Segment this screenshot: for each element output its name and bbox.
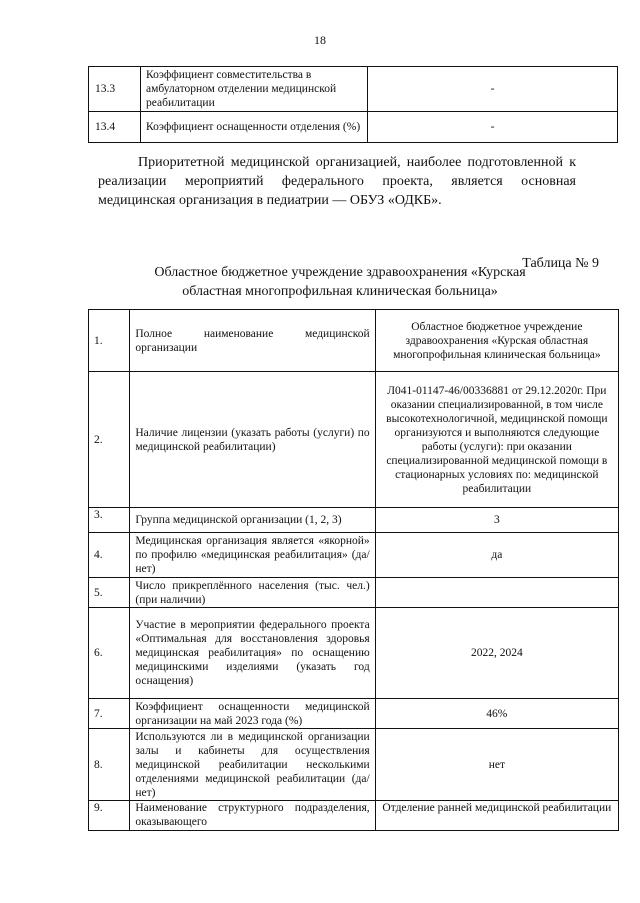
table-row xyxy=(89,112,618,143)
row-number: 2. xyxy=(89,372,130,508)
row-description: Медицинская организация является «якорной» по профилю «медицинская реабилитация» (да/нет) xyxy=(130,533,375,578)
table-row xyxy=(89,729,619,801)
row-value: нет xyxy=(375,729,618,801)
table-row xyxy=(89,67,618,112)
table-row xyxy=(89,608,619,699)
table-row xyxy=(89,508,619,533)
row-value: - xyxy=(368,67,618,112)
row-value: 46% xyxy=(375,699,618,729)
row-description: Коэффициент оснащенности отделения (%) xyxy=(141,112,368,143)
row-description: Коэффициент совместительства в амбулаторном отделении медицинской реабилитации xyxy=(141,67,368,112)
row-number: 5. xyxy=(89,578,130,608)
table-row xyxy=(89,578,619,608)
page-number: 18 xyxy=(314,33,326,47)
row-value: да xyxy=(375,533,618,578)
table-row xyxy=(89,533,619,578)
row-description: Полное наименование медицинской организации xyxy=(130,310,375,372)
table-title-line: Областное бюджетное учреждение здравоохранения «Курская xyxy=(154,265,526,280)
row-description: Число прикреплённого населения (тыс. чел.) (при наличии) xyxy=(130,578,375,608)
row-description: Наименование структурного подразделения, оказывающего xyxy=(130,801,375,831)
row-description: Группа медицинской организации (1, 2, 3) xyxy=(130,508,375,533)
row-number: 9. xyxy=(89,801,130,831)
row-number: 1. xyxy=(89,310,130,372)
row-value xyxy=(375,578,618,608)
table-title xyxy=(0,263,640,301)
table-row xyxy=(89,801,619,831)
table-title-line: областная многопрофильная клиническая больница» xyxy=(182,284,498,299)
table-label: Таблица № 9 xyxy=(522,256,599,271)
top-table xyxy=(88,66,618,143)
row-number: 8. xyxy=(89,729,130,801)
row-value: 3 xyxy=(375,508,618,533)
row-number: 13.4 xyxy=(89,112,141,143)
table-row xyxy=(89,699,619,729)
body-paragraph: Приоритетной медицинской организацией, наиболее подготовленной к реализации мероприятий федерального проекта, является основная медицинская организация в педиатрии — ОБУЗ «ОДКБ». xyxy=(98,155,576,208)
row-number: 6. xyxy=(89,608,130,699)
row-description: Коэффициент оснащенности медицинской организации на май 2023 года (%) xyxy=(130,699,375,729)
row-value: Отделение ранней медицинской реабилитации xyxy=(375,801,618,831)
row-value: 2022, 2024 xyxy=(375,608,618,699)
row-number: 4. xyxy=(89,533,130,578)
table-row xyxy=(89,310,619,372)
row-value: - xyxy=(368,112,618,143)
table-row xyxy=(89,372,619,508)
row-description: Наличие лицензии (указать работы (услуги) по медицинской реабилитации) xyxy=(130,372,375,508)
main-table xyxy=(88,309,619,831)
row-value: Областное бюджетное учреждение здравоохранения «Курская областная многопрофильная клиническая больница» xyxy=(375,310,618,372)
row-description: Участие в мероприятии федерального проекта «Оптимальная для восстановления здоровья медицинская реабилитация» по оснащению медицинскими изделиями (указать год оснащения) xyxy=(130,608,375,699)
row-number: 13.3 xyxy=(89,67,141,112)
row-number: 3. xyxy=(89,508,130,533)
row-value: Л041-01147-46/00336881 от 29.12.2020г. При оказании специализированной, в том числе высокотехнологичной, медицинской помощи организуются и выполняются следующие работы (услуги): при оказании специализированной медицинской помощи в стационарных условиях по: медицинской реабилитации xyxy=(375,372,618,508)
row-description: Используются ли в медицинской организации залы и кабинеты для осуществления медицинской реабилитации несколькими отделениями медицинской реабилитации (да/нет) xyxy=(130,729,375,801)
row-number: 7. xyxy=(89,699,130,729)
